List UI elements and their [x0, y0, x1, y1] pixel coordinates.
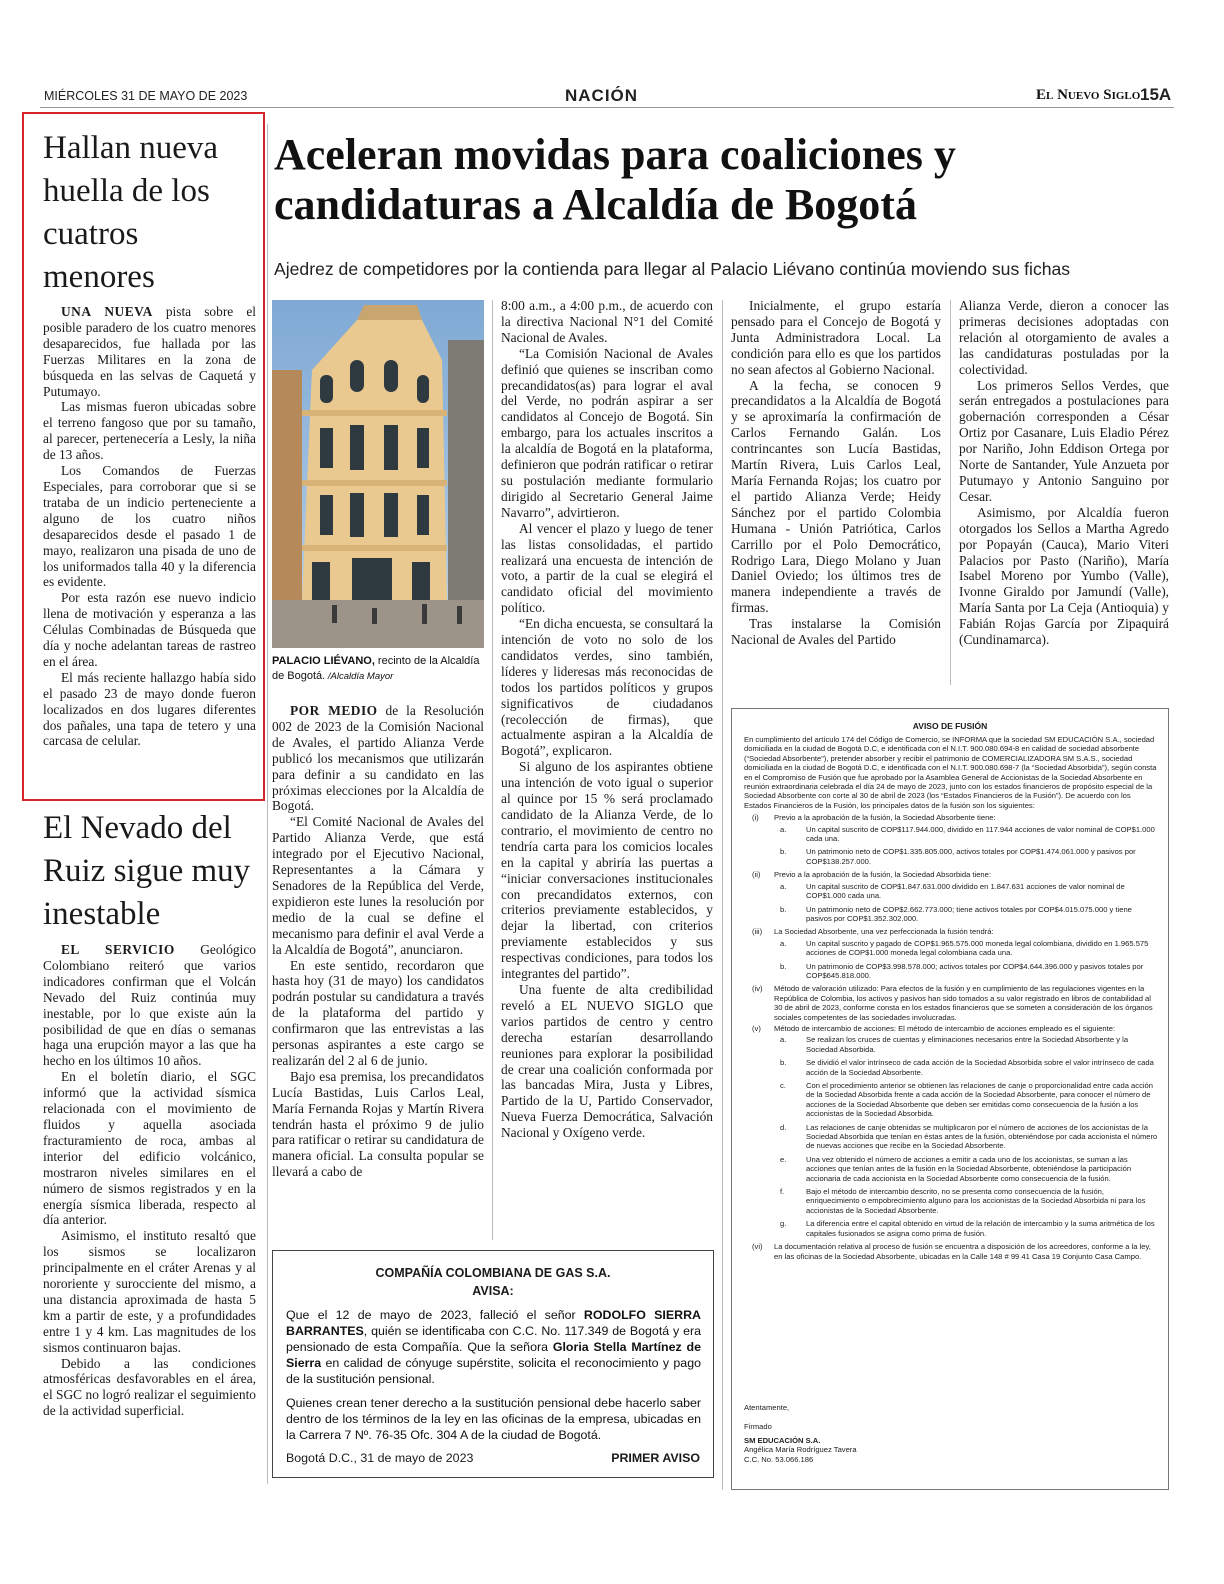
- gas-company-notice: [272, 1250, 714, 1478]
- article-paragraph: 8:00 a.m., a 4:00 p.m., de acuerdo con la directiva Nacional N°1 del Comité Nacional de Avales.: [501, 298, 713, 345]
- sidebar1-body: [43, 304, 256, 749]
- sidebar2-paragraph: Asimismo, el instituto resaltó que los sismos se localizaron principalmente en el cráter Arenas y al nororiente y surocciente del mismo, a una distancia aproximada de hasta 5 km a partir de este, y a profundidades entre 1 y 4 km. Las magnitudes de los sismos continuaron bajas.: [43, 1228, 256, 1355]
- article-paragraph: “El Comité Nacional de Avales del Partido Alianza Verde, que está integrado por el Ejecutivo Nacional, Representantes a la Cámara y Senadores de la República del Verde, expidieron este lunes la resolución por medio de la cual se define el mecanismo para definir el aval Verde a la Alcaldía de Bogotá”, anunciaron.: [272, 814, 484, 957]
- building-illustration: [272, 300, 484, 648]
- notice-paragraph: Que el 12 de mayo de 2023, falleció el señor RODOLFO SIERRA BARRANTES, quién se identificaba con C.C. No. 117.349 de Bogotá y era pensionado de esta Compañía. Que la señora Gloria Stella Martínez de Sierra en calidad de cónyuge supérstite, solicita el reconocimiento y pago de la sustitución pensional.: [286, 1308, 701, 1386]
- article-column-2: [501, 298, 713, 1141]
- column-divider: [267, 124, 268, 1484]
- notice-tag: PRIMER AVISO: [611, 1451, 700, 1465]
- claimant-name: Gloria Stella Martínez de Sierra: [286, 1340, 701, 1370]
- sidebar2-paragraph: Debido a las condiciones atmosféricas desfavorables en el área, el SGC no logró realizar el seguimiento de la actividad superficial.: [43, 1355, 256, 1419]
- signer-id: C.C. No. 53.066.186: [744, 1454, 814, 1464]
- article-paragraph: “La Comisión Nacional de Avales definió que quienes se inscriban como precandidatos(as) para lograr el aval del Verde, no podrán aspirar a ser candidatos al Concejo de Bogotá. Sin embargo, para los actuales inscritos a la alcaldía de Bogotá en la plataforma, definieron que podrán ratificar o retirar su postulación mediante formulario dirigido al Secretario General Jaime Navarro”, advirtieron.: [501, 345, 713, 520]
- sidebar1-paragraph: Las mismas fueron ubicadas sobre el terreno fangoso que por su tamaño, al parecer, pertenecería a Lesly, la niña de 13 años.: [43, 399, 256, 463]
- sidebar2-paragraph: EL SERVICIO Geológico Colombiano reiteró que varios indicadores confirman que el Volcán Nevado del Ruiz continúa muy inestable, por lo que existe aún la posibilidad de que en días o semanas haga una erupción mayor a las que ha hecho en los últimos 10 años.: [43, 942, 256, 1069]
- article-paragraph: Inicialmente, el grupo estaría pensado para el Concejo de Bogotá y Junta Administradora Local. La condición para ello es que los partidos no sean afectos al Gobierno Nacional.: [731, 298, 941, 377]
- sidebar1-paragraph: Por esta razón ese nuevo indicio llena de motivación y esperanza a las Células Combinadas de Búsqueda que día y noche adelantan tareas de rastreo en el área.: [43, 590, 256, 669]
- sidebar1-title: Hallan nueva huella de los cuatros menores: [43, 130, 219, 295]
- page-number: 15A: [1140, 85, 1172, 104]
- article-paragraph: POR MEDIO de la Resolución 002 de 2023 de la Comisión Nacional de Avales, el partido Alianza Verde publicó los mecanismos que utilizarán para definir a su candidato en las próximas elecciones por la Alcaldía de Bogotá.: [272, 703, 484, 814]
- article-column-4: [959, 298, 1169, 648]
- article-paragraph: Asimismo, por Alcaldía fueron otorgados los Sellos a Martha Agredo por Popayán (Cauca), Mario Viteri Palacios por Pasto (Nariño), María Isabel Moreno por Yumbo (Valle), Ivonne Giraldo por Jamundí (Valle), María Santa por La Ceja (Antioquia) y Fabián Rojas García por Zipaquirá (Cundinamarca).: [959, 504, 1169, 648]
- section-name: NACIÓN: [565, 86, 639, 105]
- column-divider: [492, 300, 493, 1240]
- article-paragraph: Si alguno de los aspirantes obtiene una intención de voto igual o superior al quince por 15 % será proclamado candidato de la Alianza Verde, de lo contrario, el movimiento de centro no tendría carta para los comicios locales en la capital y abriría las puertas a “iniciar conversaciones institucionales con precandidatos externos, con criterios previamente establecidos, y dejar la libertad, con criterios previamente establecidos y sus respectivas condiciones, para todos los integrantes del partido”.: [501, 759, 713, 982]
- signer-company: SM EDUCACIÓN S.A.: [744, 1435, 821, 1445]
- article-title: Aceleran movidas para coaliciones y candidaturas a Alcaldía de Bogotá: [274, 130, 956, 229]
- merger-intro: En cumplimiento del artículo 174 del Código de Comercio, se INFORMA que la sociedad SM EDUCACIÓN S.A., sociedad domiciliada en la ciudad de Bogotá D.C, e identificada con el N.I.T. 900.080.694-8 en calidad de sociedad absorbente (“Sociedad Absorbente”), pretender absorber y recibir el patrimonio de COMERCIALIZADORA SM S.A.S., sociedad domiciliada en la ciudad de Bogotá D.C, e identificada con el N.I.T. 900.080.698-7 (la “Sociedad Absorbida”), según consta en el Compromiso de Fusión que fue aprobado por la Asamblea General de Accionistas de la Sociedad Absorbente en reunión extraordinaria celebrada el día 24 de mayo de 2023, junto con los estados financieros de propósito especial de la Sociedad Absorbente con corte al 30 de abril de 2023 (los “Estados Financieros de la Fusión”). De acuerdo con los Estados Financieros de la Fusión, los principales datos de la fusión son los siguientes:: [744, 735, 1157, 810]
- palacio-lievano-photo: [272, 300, 484, 648]
- notice-company: COMPAÑÍA COLOMBIANA DE GAS S.A.: [375, 1266, 611, 1280]
- article-paragraph: Alianza Verde, dieron a conocer las primeras decisiones adoptadas con relación al otorgamiento de avales a las candidaturas postuladas por la colectividad.: [959, 298, 1169, 377]
- sidebar1-lead: UNA NUEVA: [61, 304, 153, 319]
- sidebar2-title: El Nevado del Ruiz sigue muy inestable: [43, 810, 251, 932]
- article-column-3: [731, 298, 941, 648]
- sidebar2-body: [43, 942, 256, 1419]
- column-divider: [722, 300, 723, 1490]
- newspaper-name: El Nuevo Siglo: [1036, 87, 1141, 103]
- sidebar2-lead: EL SERVICIO: [61, 942, 175, 957]
- notice-date: Bogotá D.C., 31 de mayo de 2023: [286, 1451, 474, 1465]
- caption-credit: /Alcaldía Mayor: [325, 671, 394, 682]
- article-paragraph: Tras instalarse la Comisión Nacional de Avales del Partido: [731, 616, 941, 648]
- signed-label: Firmado: [744, 1422, 772, 1432]
- article-paragraph: A la fecha, se conocen 9 precandidatos a la Alcaldía de Bogotá y se aproximaría la confirmación de Carlos Fernando Galán. Los contrincantes son Lucía Bastidas, Martín Rivera, Luis Carlos Leal, María Fernanda Rojas; los cuatro por el partido Alianza Verde; Heidy Sánchez por el partido Colombia Humana - Unión Patriótica, Carlos Carrillo por el Polo Democrático, Rodrigo Lara, Diego Molano y Juan Daniel Oviedo; los últimos tres de manera independiente a través de firmas.: [731, 377, 941, 616]
- merger-notice: [731, 708, 1169, 1490]
- notice-paragraph: Quienes crean tener derecho a la sustitución pensional debe hacerlo saber dentro de los términos de la ley en las oficinas de la empresa, ubicadas en la Carrera 7 Nº. 76-35 Ofc. 304 A de la ciudad de Bogotá.: [286, 1396, 701, 1442]
- header-rule: [40, 107, 1174, 108]
- deceased-name: RODOLFO SIERRA BARRANTES: [286, 1308, 701, 1338]
- article-paragraph: Los primeros Sellos Verdes, que serán entregados a postulaciones para gobernación corresponden a César Ortiz por Casanare, Luis Eladio Pérez por Nariño, John Eddison Ortega por Norte de Santander, Yule Anzueta por Putumayo y Antonio Sanguino por Cesar.: [959, 377, 1169, 504]
- article-paragraph: Una fuente de alta credibilidad reveló a EL NUEVO SIGLO que varios partidos de centro y centro derecha estarían desarrollando reuniones para explorar la posibilidad de crear una coalición conformada por las bancadas Mira, Justa y Libres, Partido de la U, Partido Conservador, Nueva Fuerza Democrática, Salvación Nacional y Oxígeno verde.: [501, 981, 713, 1141]
- article-paragraph: Al vencer el plazo y luego de tener las listas consolidadas, el partido realizará una encuesta de intención de voto, a partir de la cual se elegirá el candidato oficial del movimiento político.: [501, 520, 713, 616]
- closing: Atentamente,: [744, 1403, 790, 1412]
- page-date: MIÉRCOLES 31 DE MAYO DE 2023: [44, 89, 248, 103]
- notice-body: [286, 1307, 701, 1451]
- merger-body: En cumplimiento del artículo 174 del Código de Comercio, se INFORMA que la sociedad SM EDUCACIÓN S.A., sociedad domiciliada en la ciudad de Bogotá D.C, e identificada con el N.I.T. 900.080.694-8 en calidad de sociedad absorbente (“Sociedad Absorbente”), pretender absorber y recibir el patrimonio de COMERCIALIZADORA SM S.A.S., sociedad domiciliada en la ciudad de Bogotá D.C, e identificada con el N.I.T. 900.080.698-7 (la “Sociedad Absorbida”), según consta en el Compromiso de Fusión que fue aprobado por la Asamblea General de Accionistas de la Sociedad Absorbente en reunión extraordinaria celebrada el día 24 de mayo de 2023, junto con los estados financieros de propósito especial de la Sociedad Absorbente con corte al 30 de abril de 2023 (los “Estados Financieros de la Fusión”). De acuerdo con los Estados Financieros de la Fusión, los principales datos de la fusión son los siguientes: (i) Previo a la aprobación de la fusión, la Sociedad Absorbente tiene: a. Un capital suscrito de COP$117.944.000, dividido en 117.944 acciones de valor nominal de COP$1.000 cada una. b. Un patrimonio neto de COP$1.335.805.000, activos totales por COP$1.474.061.000 y pasivos por COP$138.257.000. (ii) Previo a la aprobación de la fusión, la Sociedad Absorbida tiene: a. Un capital suscrito de COP$1.847.631.000 dividido en 1.847.631 acciones de valor nominal de COP$1.000 cada una. b. Un patrimonio neto de COP$2.662.773.000; tiene activos totales por COP$4.015.075.000 y tiene pasivos por COP$1.352.302.000. (iii) La Sociedad Absorbente, una vez perfeccionada la fusión tendrá: a. Un capital suscrito y pagado de COP$1.965.575.000 moneda legal colombiana, dividido en 1.965.575 acciones de COP$1.000 moneda legal colombiana cada una. b. Un patrimonio de COP$3.998.578.000; activos totales por COP$4.644.396.000 y pasivos totales por COP$645.818.000. (iv) Método de valoración utilizado: Para efectos de la fusión y en cumplimiento de las regulaciones vigentes en la República de Colombia, los activos y pasivos han sido tomados a su valor registrado en libros de contabilidad al 30 de abril de 2023, conforme consta en los estados financieros que se someten a consideración de los órganos sociales competentes de las sociedades involucradas. (v) Método de intercambio de acciones: El método de intercambio de acciones empleado es el siguiente: a. Se realizan los cruces de cuentas y eliminaciones necesarios entre la Sociedad Absorbente y la Sociedad Absorbida. b. Se dividió el valor intrínseco de cada acción de la Sociedad Absorbida sobre el valor intrínseco de cada acción de la Sociedad Absorbente. c. Con el procedimiento anterior se obtienen las relaciones de canje o proporcionalidad entre cada acción de la Sociedad Absorbida frente a cada acción de la Sociedad Absorbente, para conocer el número de acciones de la Sociedad Absorbente que deben ser emitidas como consecuencia de la fusión a los accionistas de la Sociedad Absorbida. d. Las relaciones de canje obtenidas se multiplicaron por el número de acciones de los accionistas de la Sociedad Absorbida que tenían en éstas antes de la fusión, obteniéndose por cada accionista el número de nuevas acciones que recibe en la Sociedad Absorbente. e. Una vez obtenido el número de acciones a emitir a cada uno de los accionistas, se suman a las acciones que tenían antes de la fusión en la Sociedad Absorbente, obteniéndose la participación accionaria de cada accionista en la Sociedad Absorbente como consecuencia de la fusión. f. Bajo el método de intercambio descrito, no se presenta como consecuencia de la fusión, enriquecimiento o empobrecimiento alguno para los accionistas de la Sociedad Absorbida ni para los accionistas de la Sociedad Absorbente. g. La diferencia entre el capital obtenido en virtud de la relación de intercambio y la suma aritmética de los capitales fusionados se asigna como prima de fusión. (vi) La documentación relativa al proceso de fusión se encuentra a disposición de los acreedores, conforme a la ley, en las oficinas de la Sociedad Absorbente, ubicadas en la Calle 148 # 99 41 Casa 19 Conjunto Casa Campo.: [744, 735, 1158, 1261]
- column-divider: [950, 300, 951, 685]
- sidebar1-paragraph: UNA NUEVA pista sobre el posible paradero de los cuatro menores desaparecidos, fue hallada por las Fuerzas Militares en la zona de búsqueda en las selvas de Caquetá y Putumayo.: [43, 304, 256, 399]
- caption-bold: PALACIO LIÉVANO,: [272, 655, 375, 667]
- photo-caption: [272, 654, 484, 684]
- article-paragraph: En este sentido, recordaron que hasta hoy (31 de mayo) los candidatos podrán postular su candidatura a través de la plataforma del partido y confirmaron que las entrevistas a las personas aspirantes a este cargo se realizarán del 2 al 6 de junio.: [272, 957, 484, 1068]
- article-subtitle: Ajedrez de competidores por la contienda para llegar al Palacio Liévano continúa moviendo sus fichas: [274, 259, 1071, 279]
- sidebar1-paragraph: Los Comandos de Fuerzas Especiales, para corroborar que si se trataba de un indicio perteneciente a alguno de los cuatro niños desaparecidos desde el pasado 1 de mayo, realizaron una pisada de uno de los uniformados talla 40 y la diferencia es evidente.: [43, 463, 256, 590]
- notice-heading: AVISA:: [472, 1284, 514, 1298]
- sidebar1-paragraph: El más reciente hallazgo había sido el pasado 23 de mayo donde fueron localizados en dos lugares diferentes dos pañales, una tapa de tetero y una carcasa de celular.: [43, 669, 256, 749]
- sidebar2-paragraph: En el boletín diario, el SGC informó que la actividad sísmica relacionada con el movimiento de fluidos y aquella asociada fracturamiento de roca, ambas al interior del edificio volcánico, mostraron niveles similares en el número de sismos registrados y en la energía sísmica liberada, respecto al día anterior.: [43, 1069, 256, 1228]
- merger-heading: AVISO DE FUSIÓN: [912, 721, 988, 731]
- caption-text: recinto de la Alcaldía de Bogotá.: [272, 655, 480, 682]
- signer-name: Angélica María Rodríguez Tavera: [744, 1445, 857, 1455]
- merger-signature: [744, 1403, 1044, 1464]
- article-column-1: [272, 703, 484, 1180]
- article-paragraph: “En dicha encuesta, se consultará la intención de voto no solo de los candidatos verdes, sino también, líderes y lideresas más reconocidas de todos los partidos políticos y grupos significativos de ciudadanos (recolección de firmas), que actualmente aspiran a la Alcaldía de Bogotá”, explicaron.: [501, 616, 713, 759]
- article-paragraph: Bajo esa premisa, los precandidatos Lucía Bastidas, Luis Carlos Leal, María Fernanda Rojas y Martín Rivera tendrán hasta el próximo 9 de julio para ratificar o retirar su candidatura de manera oficial. La consulta popular se llevará a cabo de: [272, 1068, 484, 1180]
- article-lead: POR MEDIO: [290, 703, 378, 718]
